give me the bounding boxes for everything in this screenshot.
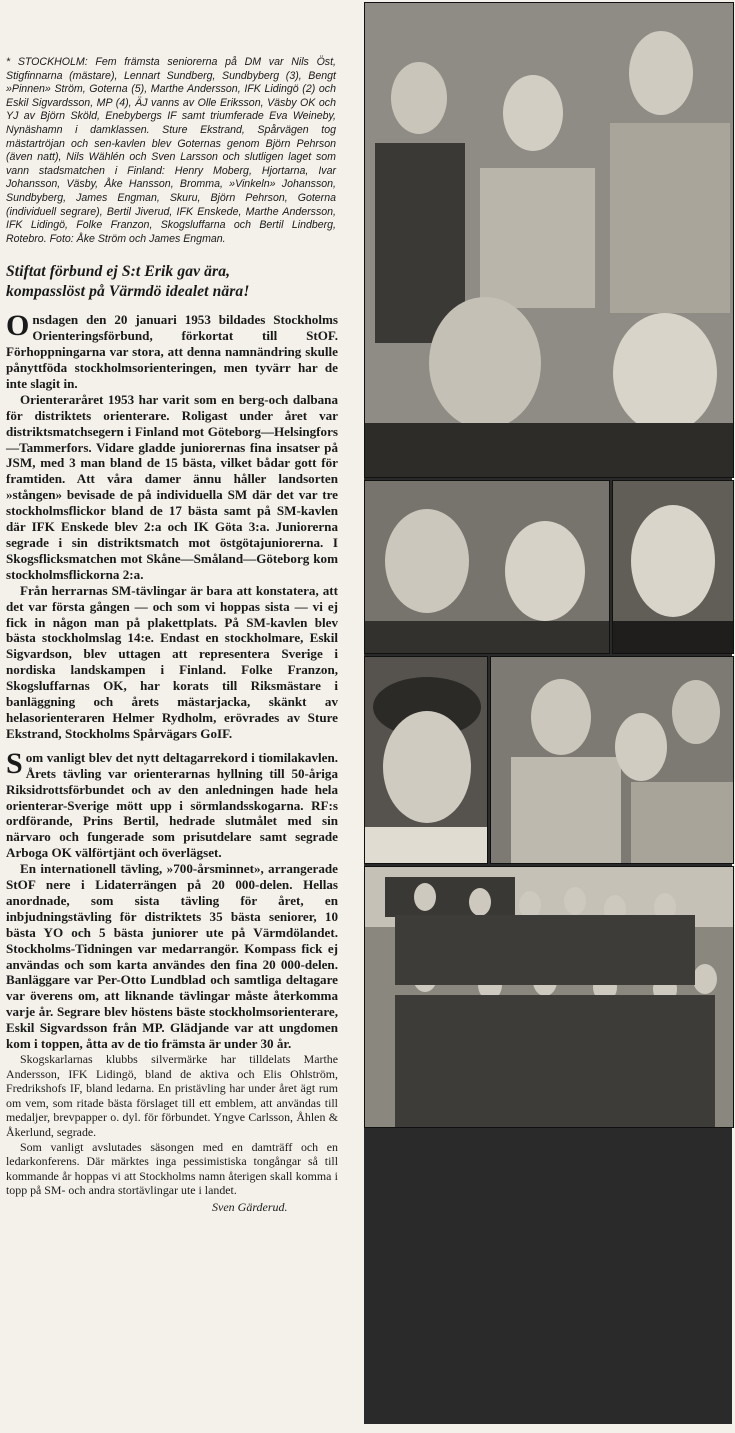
text-column <box>6 56 338 1215</box>
article-paragraph-7: Som vanligt avslutades säsongen med en damträff och en ledarkonferens. Där märktes inga pessimistiska tongångar så till kommande år hoppas vi att Stockholms namn återigen skall komma i topp på SM- och andra stortävlingar ute i landet. <box>6 1139 338 1198</box>
photo-team-group <box>364 866 734 1128</box>
headline-line-1: Stiftat förbund ej S:t Erik gav ära, <box>6 263 231 281</box>
photo-group-portrait <box>364 2 734 478</box>
article-paragraph-4: Som vanligt blev det nytt deltagarrekord i tiomilakavlen. Årets tävling var orienterarnas hyllning till 50-åriga Riksidrottsförbundet och av den anledningen hade hela orienterar-Sverige mött upp i sörmlandsskogarna. RF:s ordförande, Prins Bertil, hedrade slutmålet med sin närvaro och fungerade som prisutdelare samt segrade Arboga OK välförtjänt och överlägset. <box>6 746 338 861</box>
article-body <box>6 309 338 1215</box>
headline <box>6 262 338 302</box>
drop-cap: O <box>6 309 30 343</box>
byline: Sven Gärderud. <box>212 1199 288 1214</box>
article-paragraph-6: Skogskarlarnas klubbs silvermärke har tilldelats Marthe Andersson, IFK Lidingö, bland de aktiva och Elis Ohlström, Fredrikshofs IF, bland ledarna. En pristävling har under året ägt rum om vem, som ritade bästa förslaget till ett emblem, att användas till medaljer, brevpapper o. dyl. för förbundet. Yngve Carlsson, Åhlen & Åkerlund, segrade. <box>6 1052 338 1139</box>
photo-woman <box>612 480 734 654</box>
drop-cap: S <box>6 746 23 780</box>
article-paragraph-3: Från herrarnas SM-tävlingar är bara att konstatera, att det var första gången — och som vi hoppas sista — vi ej fick in någon man på plakettplats. På SM-kavlen blev bästa stockholmslag 14:e. Endast en stockholmare, Eskil Sigvardson, blev uttagen att representera Sverige i nordiska landskampen i Finland. Folke Franzon, Skogsluffarnas OK, har korats till Riksmästare i banläggning och årets mästarjacka, skänkt av helasorienteraren Helmer Rydholm, erövrades av Sture Ekstrand, Stockholms Spårvägars GoIF. <box>6 582 338 741</box>
article-paragraph-5: En internationell tävling, »700-årsminnet», arrangerade StOF nere i Lidaterrängen på 20 000-delen. Hellas anordnade, som sista tävling för året, en inbjudningstävling för distriktets 35 bästa seniorer, 10 bästa YO och 5 bästa juniorer ute på Värmdölandet. Stockholms-Tidningen var medarrangör. Kompass fick ej användas och som karta användes den fina 20 000-delen. Banläggare var Per-Otto Lundblad och samtliga deltagare var överens om, att liknande tävlingar måste återkomma varje år. Segrare blev höstens bäste stockholmsorienterare, Eskil Sigvardsson från MP. Glädjande var att ungdomen kom i toppen, åtta av de tio främsta är under 30 år. <box>6 861 338 1052</box>
photo-collage <box>364 2 732 1424</box>
article-paragraph-1: Onsdagen den 20 januari 1953 bildades Stockholms Orienteringsförbund, förkortat till StOF. Förhoppningarna var stora, att denna namnändring skulle pånyttföda stockholmsorienteringen, men tyvärr har de inte slagit in. <box>6 309 338 391</box>
article-paragraph-2: Orienteraråret 1953 har varit som en berg-och dalbana för distriktets orienterare. Roligast under året var distriktsmatchsegern i Finland mot Göteborg—Helsingfors—Tammerfors. Vidare gladde juniorernas fina insatser på JSM, med 3 man bland de 15 bästa, vilket bådar gott för framtiden. Att våra damer ännu håller landsorten »stången» bevisade de på individuella SM där det var tre stockholmsflickor bland de 17 bästa samt på SM-kavlen där IFK Enskede blev 2:a och IK Göta 3:a. Juniorerna segrade i sin distriktsmatch mot östgötajuniorerna. I Skogsflicksmatchen mot Skåne—Småland—Göteborg kom stockholmsflickorna 2:a. <box>6 391 338 582</box>
photo-two-men <box>364 480 610 654</box>
photo-man-in-cap <box>364 656 488 864</box>
photo-caption: * STOCKHOLM: Fem främsta seniorerna på DM var Nils Öst, Stigfinnarna (mästare), Lennart Sundberg, Sundbyberg (3), Bengt »Pinnen» Ström, Goterna (5), Marthe Andersson, IFK Lidingö (2) och Eskil Sigvardsson, MP (4), ÄJ vanns av Olle Eriksson, Väsby OK och YJ av Björn Sköld, Enebybergs IF samt triumferade Eva Weineby, Nynäshamn i damklassen. Sture Ekstrand, Spårvägen tog mästartröjan och sen-kavlen blev Goternas genom Björn Pehrson (även natt), Nils Wählén och Sven Larsson och slutligen laget som vann stadsmatchen i Finland: Henry Moberg, Hjortarna, Ivar Johansson, Väsby, Åke Hansson, Bromma, »Vinkeln» Johansson, Sundbyberg, James Engman, Skuru, Björn Pehrson, Goterna (individuell segrare), Bertil Jiverud, IFK Enskede, Marthe Andersson, IFK Lidingö, Folke Franzon, Skogsluffarna och Bertil Lindberg, Rotebro. Foto: Åke Ström och James Engman. <box>6 56 336 245</box>
headline-line-2: kompasslöst på Värmdö idealet nära! <box>6 283 250 301</box>
photo-three-men <box>490 656 734 864</box>
